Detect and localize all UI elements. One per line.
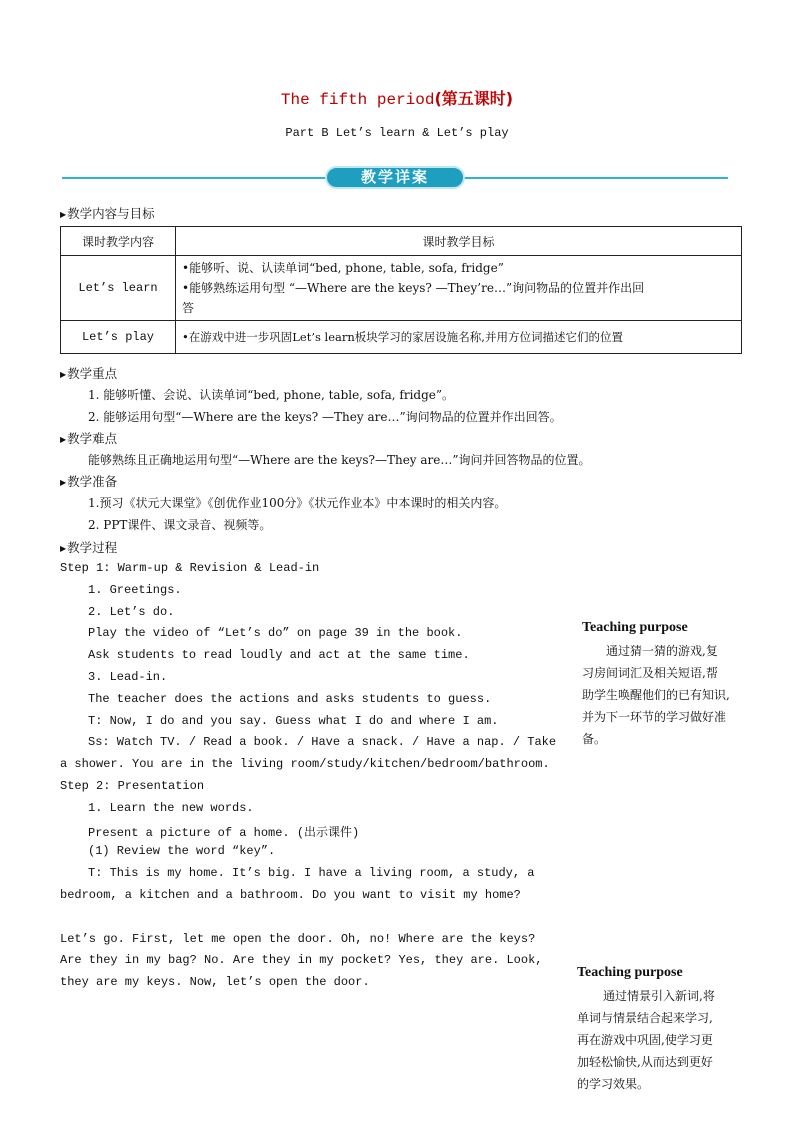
table-cell-content: Let’s learn <box>61 256 176 321</box>
key-point-item: 1. 能够听懂、会说、认读单词“bed, phone, table, sofa, fridge”。 <box>88 388 455 402</box>
table-header-cell: 课时教学目标 <box>176 227 742 256</box>
process-line: 3. Lead-in. <box>88 670 168 684</box>
side-note <box>577 965 753 1095</box>
process-line: T: This is my home. It’s big. I have a living room, a study, a <box>88 866 535 880</box>
process-line: 1. Greetings. <box>88 583 182 597</box>
table-row <box>61 256 742 321</box>
process-line: bedroom, a kitchen and a bathroom. Do you want to visit my home? <box>60 888 521 902</box>
side-note-text: 通过猜一猜的游戏,复 习房间词汇及相关短语,帮 助学生唤醒他们的已有知识, 并为下一环节的学习做好准 备。 <box>582 644 730 746</box>
process-line: The teacher does the actions and asks students to guess. <box>88 692 492 706</box>
side-note <box>582 620 758 750</box>
side-note-title: Teaching purpose <box>582 620 688 635</box>
key-point-item: 2. 能够运用句型“—Where are the keys? —They are…”询问物品的位置并作出回答。 <box>88 410 562 424</box>
goal-line: •能够听、说、认读单词“bed, phone, table, sofa, fridge” <box>182 261 504 275</box>
difficulty-heading: ▶教学难点 <box>60 431 118 446</box>
difficulty-text: 能够熟练且正确地运用句型“—Where are the keys?—They are…”询问并回答物品的位置。 <box>88 453 591 467</box>
banner-label: 教学详案 <box>325 166 465 189</box>
preparation-item: 2. PPT课件、课文录音、视频等。 <box>88 518 272 532</box>
key-points-heading: ▶教学重点 <box>60 366 118 381</box>
process-line: T: Now, I do and you say. Guess what I do and where I am. <box>88 714 499 728</box>
triangle-bullet-icon: ▶ <box>60 435 67 444</box>
side-note-text: 通过情景引入新词,将 单词与情景结合起来学习, 再在游戏中巩固,使学习更 加轻松愉快,从而达到更好 的学习效果。 <box>577 989 715 1091</box>
goal-line: 答 <box>182 301 195 315</box>
goals-table <box>60 226 742 354</box>
triangle-bullet-icon: ▶ <box>60 210 67 219</box>
title-chinese: (第五课时) <box>434 89 514 108</box>
side-note-title: Teaching purpose <box>577 965 683 980</box>
process-line: Ss: Watch TV. / Read a book. / Have a snack. / Have a nap. / Take <box>88 735 557 749</box>
table-cell-content: Let’s play <box>61 321 176 354</box>
title-english: The fifth period <box>280 91 435 109</box>
goal-line: •在游戏中进一步巩固Let’s learn板块学习的家居设施名称,并用方位词描述它们的位置 <box>182 330 623 344</box>
table-row <box>61 321 742 354</box>
step-heading: Step 2: Presentation <box>60 779 205 793</box>
process-line: they are my keys. Now, let’s open the door. <box>60 975 370 989</box>
table-cell-goals <box>176 321 742 354</box>
goals-heading: ▶教学内容与目标 <box>60 206 155 221</box>
process-heading: ▶教学过程 <box>60 540 118 555</box>
process-line: Ask students to read loudly and act at the same time. <box>88 648 470 662</box>
page-title <box>0 86 794 109</box>
step-heading: Step 1: Warm-up & Revision & Lead-in <box>60 561 320 575</box>
table-header-cell: 课时教学内容 <box>61 227 176 256</box>
process-line: Present a picture of a home. (出示课件) <box>88 826 360 840</box>
process-line: (1) Review the word “key”. <box>88 844 276 858</box>
table-header-row <box>61 227 742 256</box>
preparation-item: 1.预习《状元大课堂》《创优作业100分》《状元作业本》中本课时的相关内容。 <box>88 496 507 510</box>
process-line: Are they in my bag? No. Are they in my pocket? Yes, they are. Look, <box>60 953 543 967</box>
process-line: Let’s go. First, let me open the door. Oh, no! Where are the keys? <box>60 932 536 946</box>
process-line: Play the video of “Let’s do” on page 39 in the book. <box>88 626 463 640</box>
page-subtitle: Part B Let’s learn & Let’s play <box>285 126 509 140</box>
process-line: 2. Let’s do. <box>88 605 175 619</box>
table-cell-goals <box>176 256 742 321</box>
triangle-bullet-icon: ▶ <box>60 478 67 487</box>
goal-line: •能够熟练运用句型 “—Where are the keys? —They’re…”询问物品的位置并作出回 <box>182 281 645 295</box>
process-line: a shower. You are in the living room/study/kitchen/bedroom/bathroom. <box>60 757 550 771</box>
preparation-heading: ▶教学准备 <box>60 474 118 489</box>
section-banner <box>62 166 728 190</box>
triangle-bullet-icon: ▶ <box>60 370 67 379</box>
triangle-bullet-icon: ▶ <box>60 544 67 553</box>
process-line: 1. Learn the new words. <box>88 801 254 815</box>
